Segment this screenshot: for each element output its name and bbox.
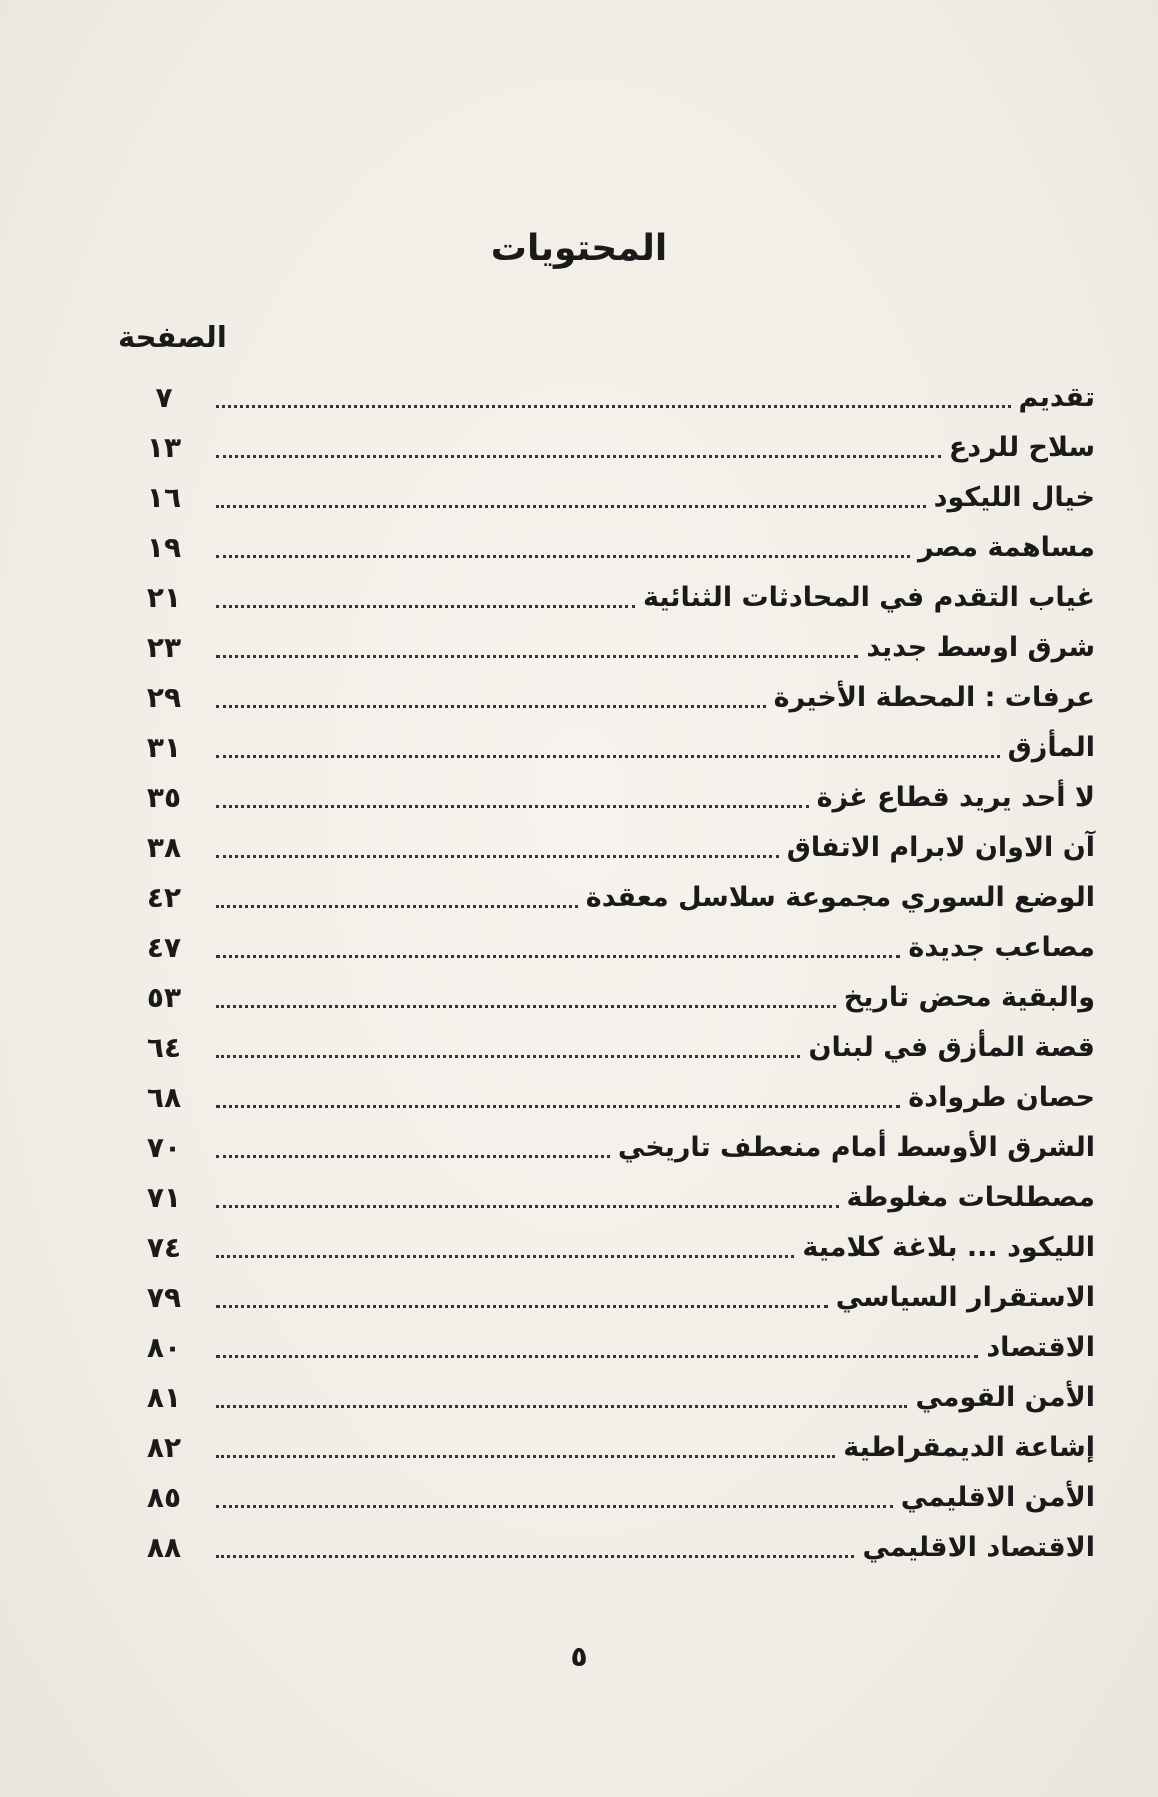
dot-leader bbox=[216, 1554, 854, 1558]
toc-entry-page: ٨٢ bbox=[146, 1431, 182, 1464]
toc-entry-title: شرق اوسط جديد bbox=[866, 632, 1095, 663]
toc-entry-title: الاقتصاد bbox=[986, 1332, 1095, 1363]
toc-entry-page: ٢٩ bbox=[146, 681, 182, 714]
toc-entry bbox=[140, 666, 1095, 716]
dot-leader bbox=[216, 1254, 794, 1258]
toc-entry-page: ٧١ bbox=[146, 1181, 182, 1214]
toc-entry bbox=[140, 816, 1095, 866]
toc-entry-page: ٨١ bbox=[146, 1381, 182, 1414]
toc-entry-title: الاقتصاد الاقليمي bbox=[862, 1532, 1095, 1563]
dot-leader bbox=[216, 704, 766, 708]
toc-entry-page: ٧ bbox=[155, 381, 173, 414]
toc-entry bbox=[140, 416, 1095, 466]
dot-leader bbox=[216, 554, 910, 558]
dot-leader bbox=[216, 1354, 978, 1358]
toc-entry-title: تقديم bbox=[1018, 382, 1095, 413]
dot-leader bbox=[216, 904, 578, 908]
toc-entry-title: المأزق bbox=[1007, 732, 1095, 763]
dot-leader bbox=[216, 504, 926, 508]
toc-entry-title: غياب التقدم في المحادثات الثنائية bbox=[642, 582, 1095, 613]
toc-entry-page: ٧٠ bbox=[146, 1131, 182, 1164]
toc-entry-title: سلاح للردع bbox=[948, 432, 1095, 463]
dot-leader bbox=[216, 1104, 900, 1108]
toc-entry bbox=[140, 516, 1095, 566]
dot-leader bbox=[216, 754, 1000, 758]
toc-entry-page: ١٣ bbox=[146, 431, 182, 464]
toc-entry-page: ٨٠ bbox=[146, 1331, 182, 1364]
toc-entry bbox=[140, 566, 1095, 616]
toc-entry-page: ٣١ bbox=[146, 731, 182, 764]
dot-leader bbox=[216, 604, 635, 608]
toc-entry-title: مساهمة مصر bbox=[917, 532, 1095, 563]
toc-entry-page: ٧٤ bbox=[146, 1231, 182, 1264]
dot-leader bbox=[216, 954, 900, 958]
toc-entry-title: والبقية محض تاريخ bbox=[843, 982, 1095, 1013]
dot-leader bbox=[216, 1204, 839, 1208]
dot-leader bbox=[216, 1504, 893, 1508]
toc-entry-page: ٦٨ bbox=[146, 1081, 182, 1114]
toc-entry bbox=[140, 1316, 1095, 1366]
dot-leader bbox=[216, 404, 1011, 408]
toc-entry-page: ٤٢ bbox=[146, 881, 182, 914]
toc-entry-page: ٢١ bbox=[146, 581, 182, 614]
toc-entry-page: ٣٥ bbox=[146, 781, 182, 814]
page-title: المحتويات bbox=[490, 228, 668, 269]
toc-entry bbox=[140, 1516, 1095, 1566]
toc-entry-title: قصة المأزق في لبنان bbox=[808, 1032, 1095, 1063]
toc-entry bbox=[140, 716, 1095, 766]
toc-entry bbox=[140, 366, 1095, 416]
dot-leader bbox=[216, 1004, 836, 1008]
page-number: ٥ bbox=[570, 1640, 588, 1673]
table-of-contents bbox=[140, 366, 1095, 1566]
toc-entry-page: ١٦ bbox=[146, 481, 182, 514]
toc-entry-page: ١٩ bbox=[146, 531, 182, 564]
toc-entry-title: لا أحد يريد قطاع غزة bbox=[816, 782, 1095, 813]
toc-entry-title: مصاعب جديدة bbox=[908, 932, 1095, 963]
dot-leader bbox=[216, 854, 779, 858]
toc-entry-title: عرفات : المحطة الأخيرة bbox=[773, 682, 1095, 713]
dot-leader bbox=[216, 1404, 907, 1408]
toc-entry bbox=[140, 1466, 1095, 1516]
toc-entry bbox=[140, 1266, 1095, 1316]
toc-entry-title: حصان طروادة bbox=[908, 1082, 1095, 1113]
toc-entry-page: ٦٤ bbox=[146, 1031, 182, 1064]
toc-entry bbox=[140, 1066, 1095, 1116]
toc-entry-title: إشاعة الديمقراطية bbox=[843, 1432, 1095, 1463]
dot-leader bbox=[216, 654, 858, 658]
toc-entry-page: ٨٥ bbox=[146, 1481, 182, 1514]
toc-entry bbox=[140, 916, 1095, 966]
toc-entry bbox=[140, 766, 1095, 816]
toc-entry bbox=[140, 1016, 1095, 1066]
toc-entry-page: ٥٣ bbox=[146, 981, 182, 1014]
toc-entry-page: ٢٣ bbox=[146, 631, 182, 664]
dot-leader bbox=[216, 1054, 800, 1058]
toc-entry-title: خيال الليكود bbox=[933, 482, 1095, 513]
toc-entry bbox=[140, 1366, 1095, 1416]
toc-entry-title: الأمن القومي bbox=[915, 1382, 1095, 1413]
toc-entry-title: الشرق الأوسط أمام منعطف تاريخي bbox=[617, 1132, 1095, 1163]
toc-entry-title: آن الاوان لابرام الاتفاق bbox=[786, 832, 1095, 863]
toc-entry-title: الأمن الاقليمي bbox=[900, 1482, 1095, 1513]
toc-entry-title: مصطلحات مغلوطة bbox=[846, 1182, 1095, 1213]
toc-entry-page: ٨٨ bbox=[146, 1531, 182, 1564]
dot-leader bbox=[216, 1154, 610, 1158]
toc-entry bbox=[140, 616, 1095, 666]
dot-leader bbox=[216, 454, 941, 458]
dot-leader bbox=[216, 1304, 828, 1308]
toc-entry bbox=[140, 966, 1095, 1016]
toc-entry-title: الاستقرار السياسي bbox=[835, 1282, 1095, 1313]
toc-entry bbox=[140, 1166, 1095, 1216]
toc-entry bbox=[140, 1216, 1095, 1266]
dot-leader bbox=[216, 1454, 835, 1458]
toc-entry-title: الوضع السوري مجموعة سلاسل معقدة bbox=[585, 882, 1095, 913]
toc-entry bbox=[140, 1416, 1095, 1466]
dot-leader bbox=[216, 804, 809, 808]
toc-entry-page: ٣٨ bbox=[146, 831, 182, 864]
toc-entry-page: ٤٧ bbox=[146, 931, 182, 964]
toc-entry-page: ٧٩ bbox=[146, 1281, 182, 1314]
toc-entry bbox=[140, 866, 1095, 916]
page-column-header: الصفحة bbox=[118, 320, 227, 354]
toc-entry-title: الليكود ... بلاغة كلامية bbox=[802, 1232, 1095, 1263]
toc-entry bbox=[140, 1116, 1095, 1166]
toc-entry bbox=[140, 466, 1095, 516]
